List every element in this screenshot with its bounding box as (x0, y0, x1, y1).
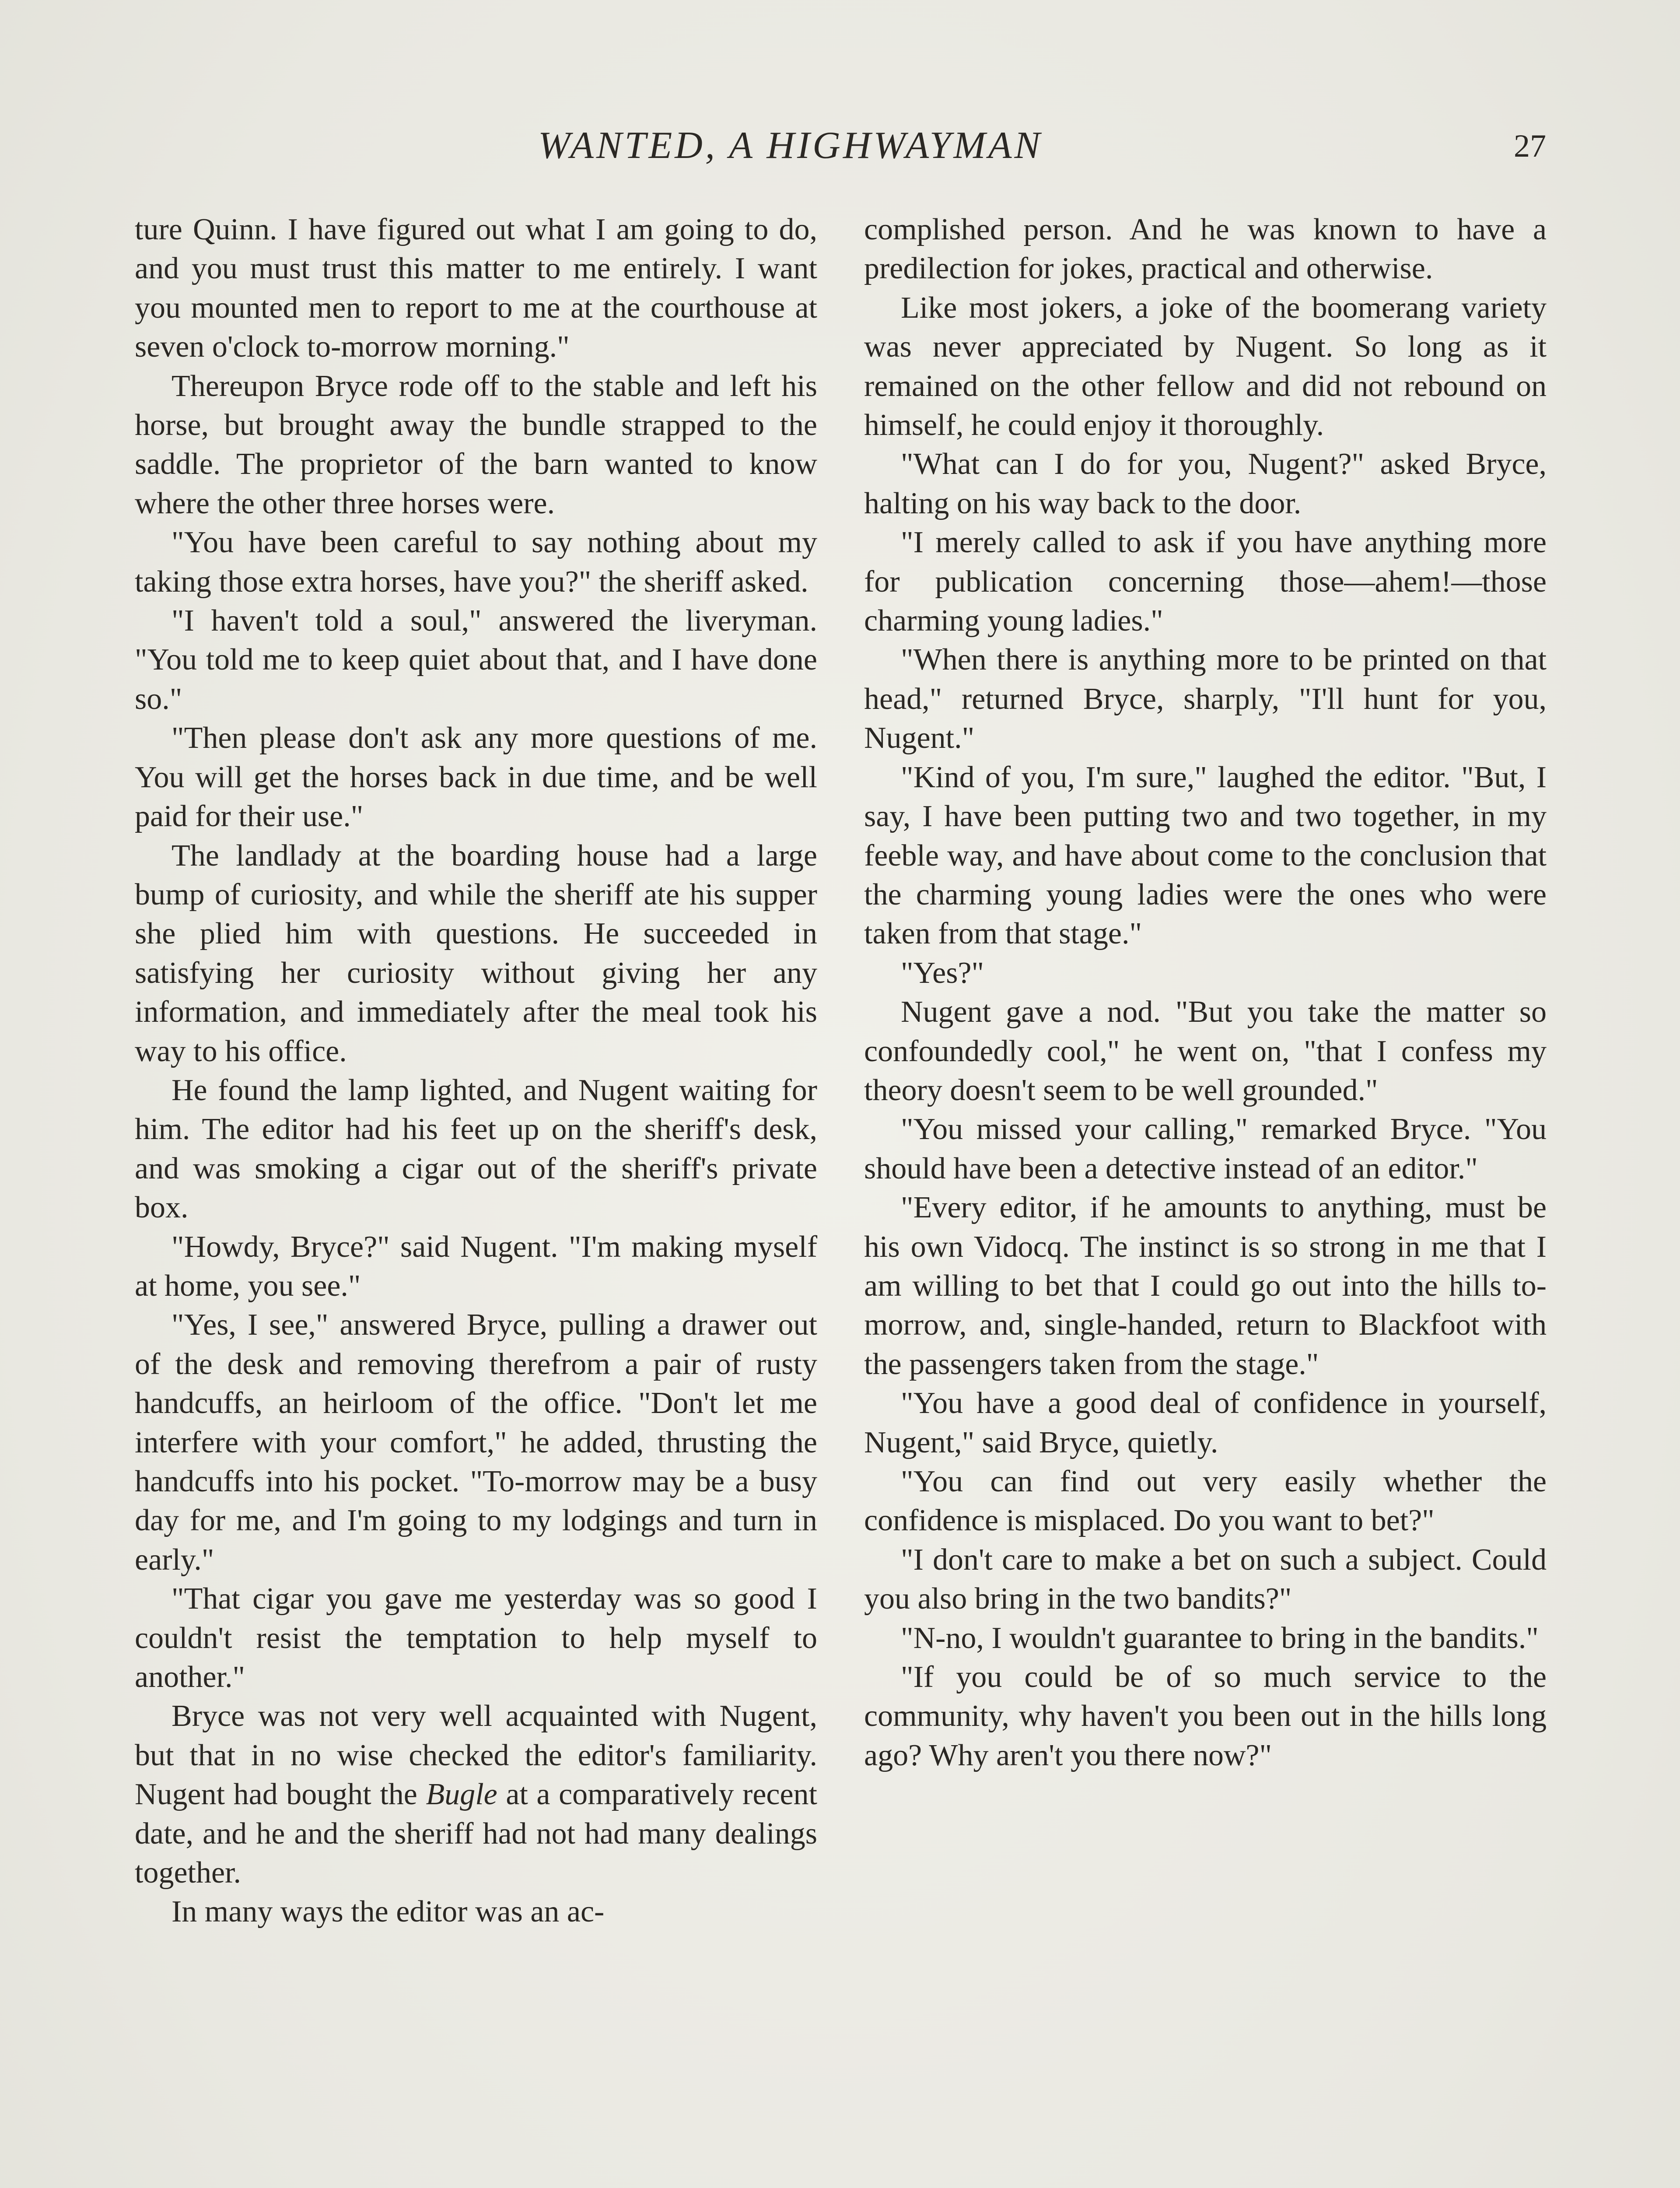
paragraph: "Yes?" (901, 956, 984, 990)
right-column (864, 210, 1547, 1775)
running-title: WANTED, A HIGHWAYMAN (538, 124, 1043, 167)
paragraph (135, 1697, 817, 1892)
paragraph: "I merely called to ask if you have anything more for publication concerning those—ahem!—those charming young ladies." (864, 526, 1547, 638)
paragraph: Nugent gave a nod. "But you take the matter so confoundedly cool," he went on, "that I confess my theory doesn't seem to be well grounded." (864, 995, 1547, 1107)
paragraph: "You have a good deal of confidence in yourself, Nugent," said Bryce, quietly. (864, 1386, 1547, 1459)
page-number: 27 (1514, 128, 1546, 164)
paragraph: "When there is anything more to be printed on that head," returned Bryce, sharply, "I'll hunt for you, Nugent." (864, 643, 1547, 755)
paragraph: "Every editor, if he amounts to anything, must be his own Vidocq. The instinct is so strong in me that I am willing to bet that I could go out into the hills to-morrow, and, single-handed, return to Blackfoot with the passengers taken from the stage." (864, 1191, 1547, 1381)
paragraph: ture Quinn. I have figured out what I am going to do, and you must trust this matter to me entirely. I want you mounted men to report to me at the courthouse at seven o'clock to-morrow morning." (135, 213, 817, 364)
page-header (0, 118, 1680, 179)
paragraph: "That cigar you gave me yesterday was so good I couldn't resist the temptation to help myself to another." (135, 1582, 817, 1694)
paragraph: "What can I do for you, Nugent?" asked Bryce, halting on his way back to the door. (864, 447, 1547, 520)
paragraph-text: Bryce was not very well acquainted with Nugent, but that in no wise checked the editor's familiarity. Nugent had bought the (135, 1699, 817, 1812)
paragraph: "You missed your calling," remarked Bryce. "You should have been a detective instead of an editor." (864, 1112, 1547, 1185)
paragraph: He found the lamp lighted, and Nugent waiting for him. The editor had his feet up on the sheriff's desk, and was smoking a cigar out of the sheriff's private box. (135, 1073, 817, 1225)
paragraph: Like most jokers, a joke of the boomerang variety was never appreciated by Nugent. So long as it remained on the other fellow and did not rebound on himself, he could enjoy it thoroughly. (864, 291, 1547, 442)
newspaper-title: Bugle (426, 1778, 497, 1812)
paragraph: "Kind of you, I'm sure," laughed the editor. "But, I say, I have been putting two and two together, in my feeble way, and have about come to the conclusion that the charming young ladies were the ones who were taken from that stage." (864, 760, 1547, 951)
paragraph: "You can find out very easily whether the confidence is misplaced. Do you want to bet?" (864, 1465, 1547, 1538)
paragraph: "Howdy, Bryce?" said Nugent. "I'm making myself at home, you see." (135, 1230, 817, 1303)
paragraph: In many ways the editor was an ac- (172, 1895, 605, 1929)
paragraph: "I don't care to make a bet on such a subject. Could you also bring in the two bandits?" (864, 1543, 1547, 1616)
paragraph-text: at a comparatively recent date, and he and the sheriff had not had many dealings together. (135, 1778, 818, 1890)
paragraph: "Then please don't ask any more questions of me. You will get the horses back in due time, and be well paid for their use." (135, 721, 817, 834)
paragraph: "I haven't told a soul," answered the liveryman. "You told me to keep quiet about that, and I have done so." (135, 604, 817, 716)
paragraph: "Yes, I see," answered Bryce, pulling a drawer out of the desk and removing therefrom a pair of rusty handcuffs, an heirloom of the office. "Don't let me interfere with your comfort," he added, thrusting the handcuffs into his pocket. "To-morrow may be a busy day for me, and I'm going to my lodgings and turn in early." (135, 1308, 817, 1577)
paragraph: Thereupon Bryce rode off to the stable and left his horse, but brought away the bundle strapped to the saddle. The proprietor of the barn wanted to know where the other three horses were. (135, 369, 817, 520)
paragraph: "N-no, I wouldn't guarantee to bring in the bandits." (901, 1621, 1539, 1655)
paragraph: complished person. And he was known to have a predilection for jokes, practical and otherwise. (864, 213, 1547, 286)
left-column (135, 210, 817, 1932)
paragraph: "You have been careful to say nothing about my taking those extra horses, have you?" the sheriff asked. (135, 526, 817, 599)
paragraph: The landlady at the boarding house had a large bump of curiosity, and while the sheriff ate his supper she plied him with questions. He succeeded in satisfying her curiosity without giving her any information, and immediately after the meal took his way to his office. (135, 838, 817, 1068)
paragraph: "If you could be of so much service to the community, why haven't you been out in the hills long ago? Why aren't you there now?" (864, 1660, 1547, 1772)
